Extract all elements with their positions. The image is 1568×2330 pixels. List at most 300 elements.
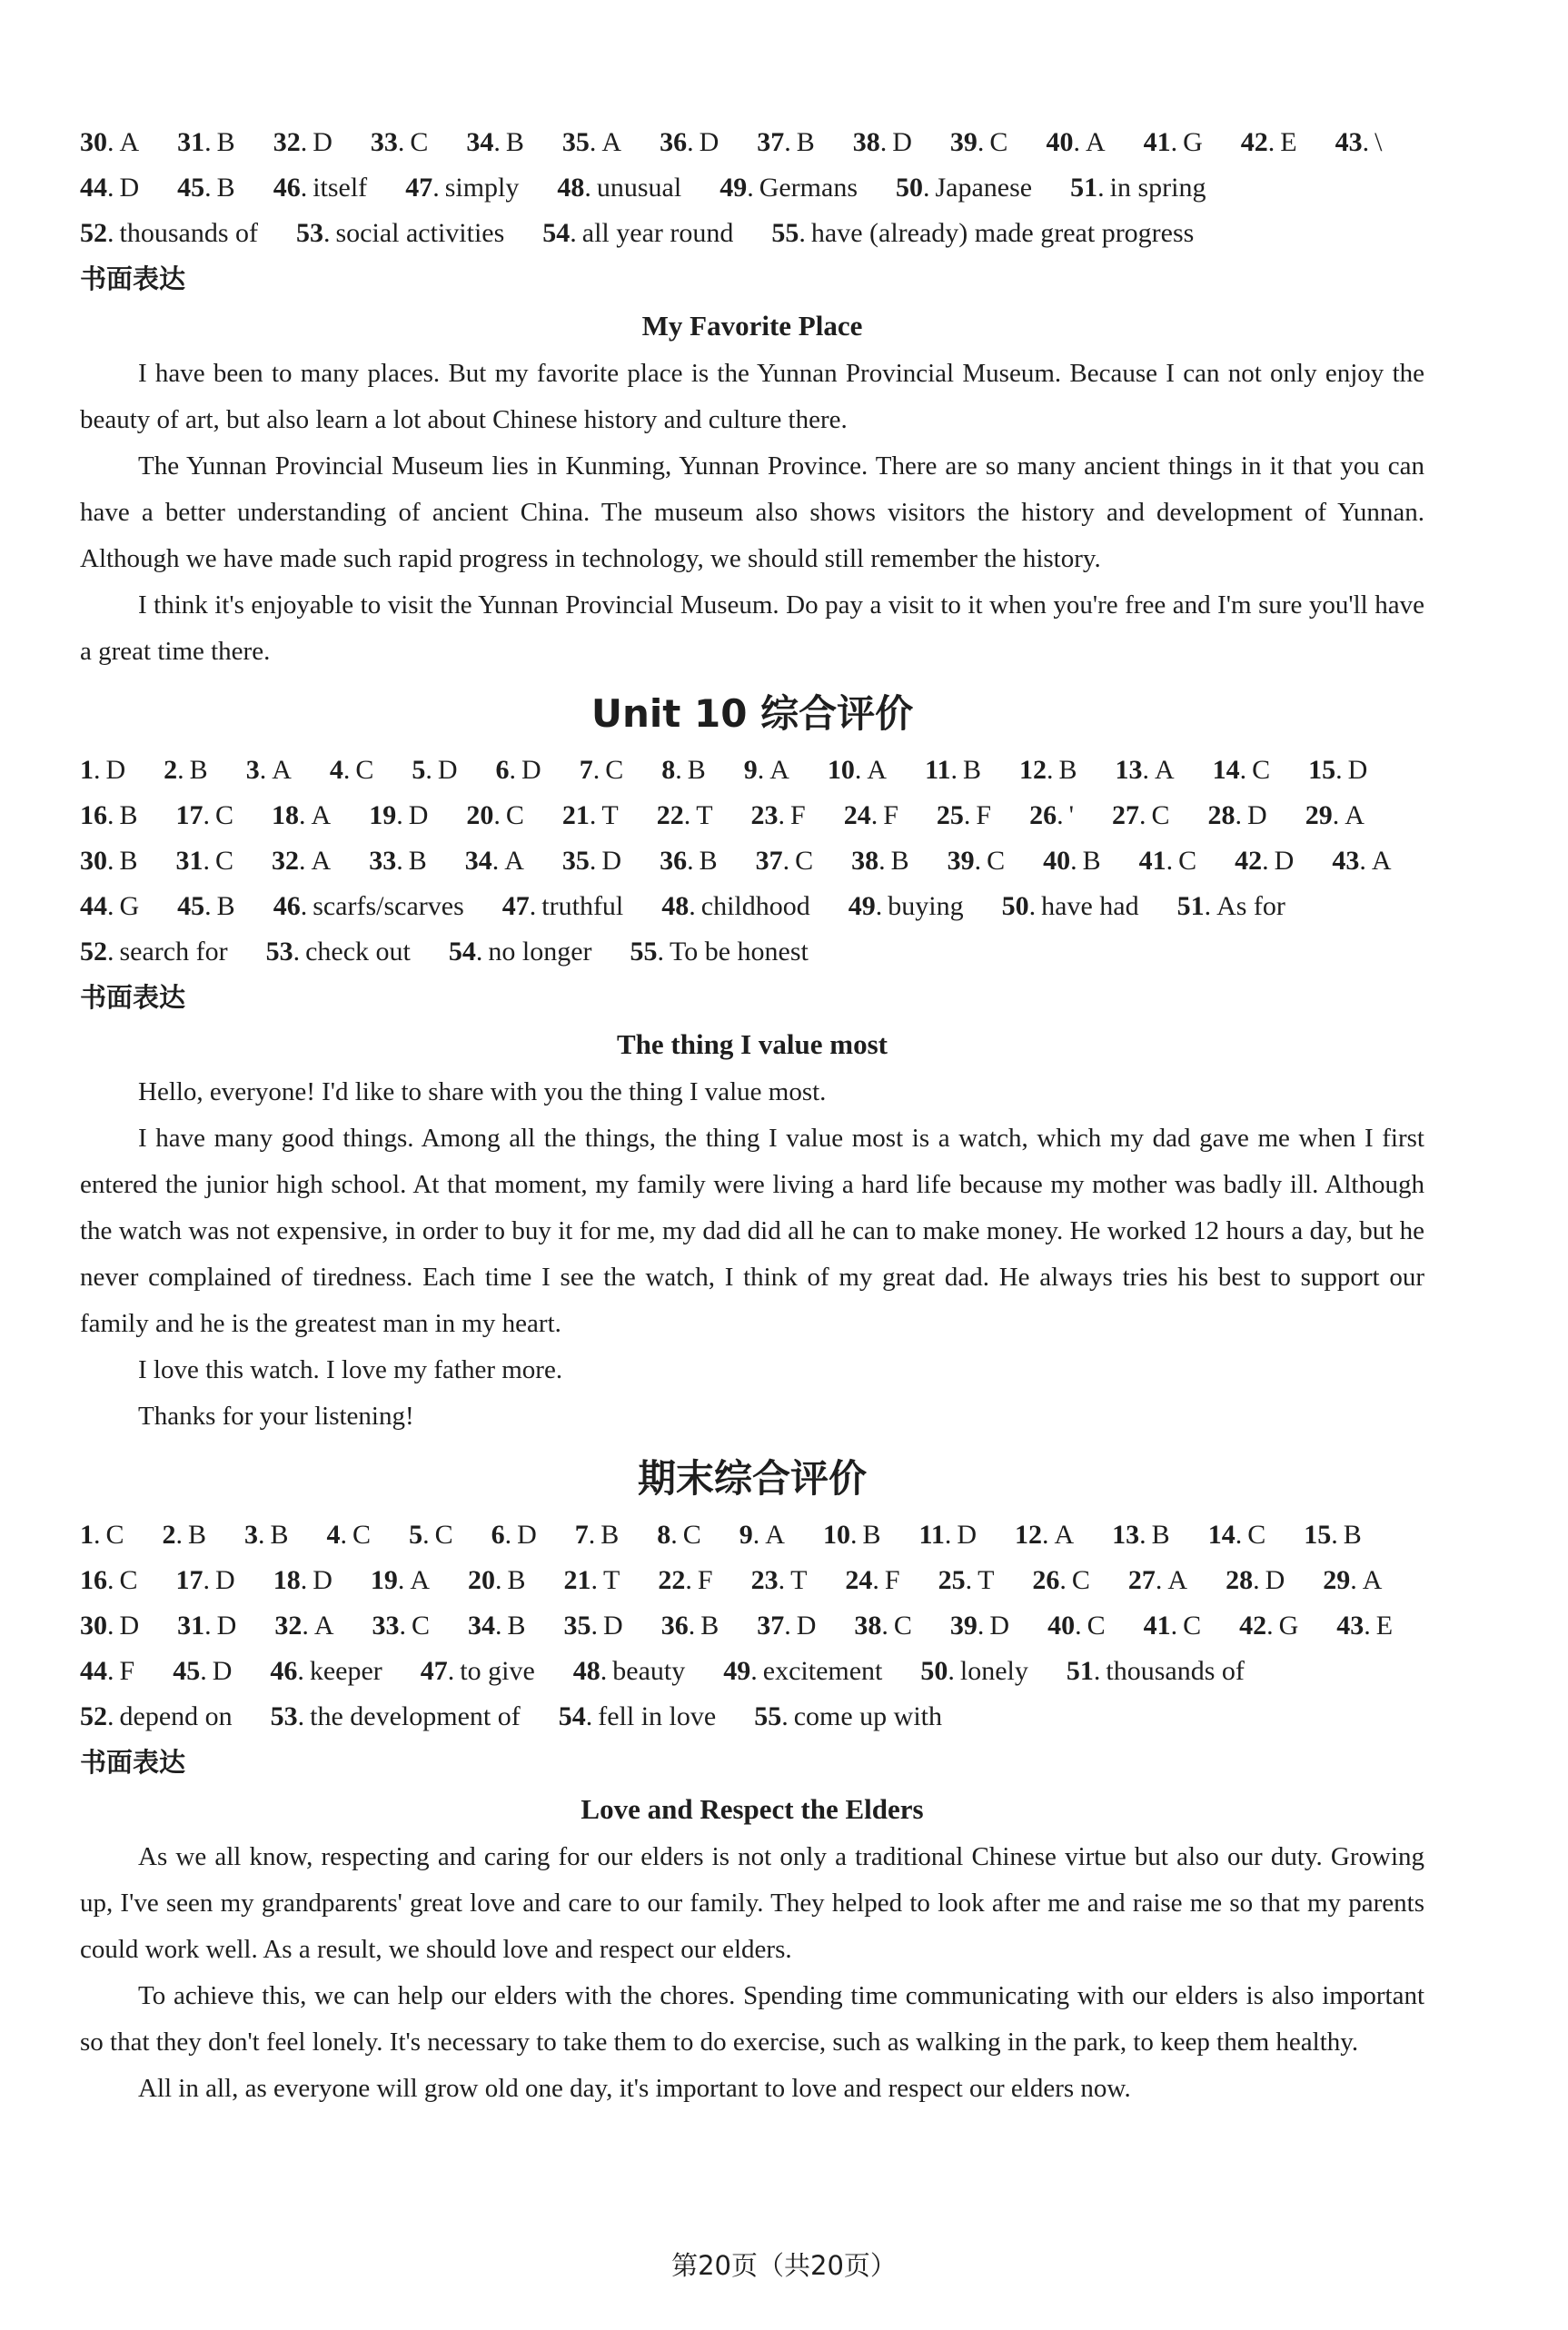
answer-item: 36. D bbox=[660, 127, 719, 157]
answer-item: 15. B bbox=[1304, 1520, 1362, 1550]
answer-value: B bbox=[216, 173, 235, 203]
unit9-answer-rows bbox=[80, 120, 1424, 256]
question-number: 27 bbox=[1112, 800, 1140, 830]
answer-item: 18. D bbox=[273, 1565, 332, 1595]
question-number: 16 bbox=[80, 1565, 107, 1595]
question-number: 3 bbox=[245, 755, 260, 785]
answer-value: B bbox=[216, 891, 235, 921]
question-number: 35 bbox=[561, 127, 590, 157]
answer-value: D bbox=[601, 846, 622, 876]
answer-value: D bbox=[603, 1611, 623, 1641]
answer-item: 33. B bbox=[369, 846, 427, 876]
answer-value: A bbox=[867, 755, 888, 785]
answer-item: 53. the development of bbox=[270, 1701, 521, 1731]
question-number: 54 bbox=[542, 218, 571, 248]
answer-value: B bbox=[700, 1611, 719, 1641]
answer-value: C bbox=[215, 846, 234, 876]
answer-item: 29. A bbox=[1323, 1565, 1383, 1595]
question-number: 33 bbox=[372, 1611, 400, 1641]
answer-value: A bbox=[311, 800, 332, 830]
answer-value: D bbox=[408, 800, 429, 830]
essay-paragraph: I have been to many places. But my favorite place is the Yunnan Provincial Museum. Because I can not only enjoy the beauty of art, but also learn a lot about Chinese history and culture there. bbox=[80, 359, 1424, 434]
question-number: 45 bbox=[173, 1656, 201, 1686]
answer-row bbox=[80, 748, 1424, 793]
answer-value: C bbox=[795, 846, 814, 876]
answer-item: 41. C bbox=[1138, 846, 1197, 876]
question-number: 34 bbox=[464, 846, 492, 876]
question-number: 31 bbox=[177, 1611, 205, 1641]
question-number: 49 bbox=[723, 1656, 751, 1686]
answer-value: D bbox=[892, 127, 912, 157]
answer-value: B bbox=[687, 755, 706, 785]
answer-item: 33. C bbox=[372, 1611, 431, 1641]
question-number: 23 bbox=[750, 1565, 779, 1595]
answer-value: T bbox=[603, 1565, 620, 1595]
answer-item: 23. F bbox=[750, 800, 806, 830]
answer-row bbox=[80, 884, 1424, 929]
question-number: 11 bbox=[925, 755, 951, 785]
question-number: 9 bbox=[743, 755, 758, 785]
answer-item: 53. social activities bbox=[296, 218, 505, 248]
answer-value: all year round bbox=[581, 218, 734, 248]
answer-value: D bbox=[212, 1656, 233, 1686]
answer-item: 51. in spring bbox=[1070, 173, 1206, 203]
question-number: 20 bbox=[468, 1565, 496, 1595]
question-number: 44 bbox=[80, 173, 107, 203]
question-number: 33 bbox=[369, 846, 397, 876]
answer-item: 39. C bbox=[947, 846, 1006, 876]
answer-value: A bbox=[272, 755, 292, 785]
final-heading: 期末综合评价 bbox=[637, 1456, 867, 1501]
question-number: 26 bbox=[1029, 800, 1057, 830]
question-number: 36 bbox=[660, 127, 688, 157]
question-number: 1 bbox=[80, 755, 94, 785]
essay-paragraph: As we all know, respecting and caring for our elders is not only a traditional Chinese virtue but also our duty. Growing up, I've seen my grandparents' great love and care to our family. They helped to look after me and raise me so that my parents could work well. As a result, we should love and respect our elders. bbox=[80, 1842, 1424, 1964]
answer-item: 36. B bbox=[660, 846, 718, 876]
answer-item: 55. To be honest bbox=[630, 937, 809, 967]
answer-item: 52. search for bbox=[80, 937, 228, 967]
answer-value: C bbox=[1087, 1611, 1106, 1641]
answer-item: 24. F bbox=[843, 800, 898, 830]
question-number: 30 bbox=[80, 1611, 107, 1641]
answer-item: 31. C bbox=[175, 846, 234, 876]
answer-item: 32. A bbox=[272, 846, 332, 876]
page-footer: 第20页（共20页） bbox=[671, 2250, 897, 2281]
answer-value: C bbox=[1183, 1611, 1202, 1641]
answer-value: D bbox=[1347, 755, 1368, 785]
answer-item: 42. G bbox=[1239, 1611, 1299, 1641]
answer-item: 44. D bbox=[80, 173, 140, 203]
answer-value: unusual bbox=[596, 173, 682, 203]
answer-item: 50. have had bbox=[1001, 891, 1139, 921]
answer-item: 46. keeper bbox=[270, 1656, 382, 1686]
question-number: 9 bbox=[739, 1520, 753, 1550]
answer-item: 40. A bbox=[1046, 127, 1106, 157]
question-number: 26 bbox=[1032, 1565, 1060, 1595]
answer-item: 22. T bbox=[656, 800, 713, 830]
question-number: 54 bbox=[448, 937, 476, 967]
answer-item: 14. C bbox=[1212, 755, 1271, 785]
question-number: 18 bbox=[272, 800, 300, 830]
answer-value: social activities bbox=[335, 218, 505, 248]
answer-item: 31. B bbox=[177, 127, 235, 157]
answer-item: 12. A bbox=[1015, 1520, 1075, 1550]
answer-item: 48. unusual bbox=[557, 173, 682, 203]
answer-item: 22. F bbox=[658, 1565, 713, 1595]
question-number: 12 bbox=[1015, 1520, 1042, 1550]
answer-item: 30. A bbox=[80, 127, 140, 157]
answer-value: E bbox=[1280, 127, 1297, 157]
answer-item: 20. C bbox=[466, 800, 524, 830]
question-number: 4 bbox=[329, 755, 343, 785]
answer-value: B bbox=[189, 755, 208, 785]
question-number: 36 bbox=[660, 846, 688, 876]
answer-value: F bbox=[976, 800, 992, 830]
answer-item: 10. A bbox=[827, 755, 888, 785]
answer-value: B bbox=[1343, 1520, 1362, 1550]
answer-item: 49. Germans bbox=[719, 173, 858, 203]
answer-value: D bbox=[1247, 800, 1267, 830]
question-number: 4 bbox=[326, 1520, 341, 1550]
answer-item: 37. B bbox=[757, 127, 815, 157]
answer-item: 5. D bbox=[412, 755, 458, 785]
question-number: 37 bbox=[757, 127, 785, 157]
question-number: 31 bbox=[177, 127, 205, 157]
writing-label: 书面表达 bbox=[80, 1747, 186, 1778]
answer-value: F bbox=[697, 1565, 713, 1595]
question-number: 41 bbox=[1138, 846, 1166, 876]
question-number: 6 bbox=[491, 1520, 505, 1550]
question-number: 34 bbox=[466, 127, 494, 157]
answer-value: C bbox=[1151, 800, 1170, 830]
answer-item: 11. B bbox=[925, 755, 981, 785]
answer-item: 23. T bbox=[750, 1565, 808, 1595]
question-number: 31 bbox=[175, 846, 203, 876]
answer-item: 28. D bbox=[1226, 1565, 1285, 1595]
answer-item: 32. A bbox=[274, 1611, 334, 1641]
answer-value: B bbox=[507, 1565, 526, 1595]
answer-value: G bbox=[119, 891, 140, 921]
question-number: 52 bbox=[80, 1701, 107, 1731]
answer-item: 30. D bbox=[80, 1611, 140, 1641]
answer-value: C bbox=[410, 127, 429, 157]
essay-title: The thing I value most bbox=[617, 1028, 888, 1060]
answer-item: 7. C bbox=[579, 755, 624, 785]
answer-value: A bbox=[311, 846, 332, 876]
essay-title: My Favorite Place bbox=[641, 310, 863, 342]
answer-value: B bbox=[600, 1520, 620, 1550]
answer-value: A bbox=[601, 127, 622, 157]
answer-value: C bbox=[893, 1611, 912, 1641]
question-number: 46 bbox=[270, 1656, 298, 1686]
essay-paragraph: All in all, as everyone will grow old one day, it's important to love and respect our elders now. bbox=[138, 2074, 1131, 2103]
answer-item: 49. buying bbox=[848, 891, 964, 921]
answer-item: 19. A bbox=[370, 1565, 431, 1595]
answer-item: 50. lonely bbox=[920, 1656, 1028, 1686]
answer-item: 8. C bbox=[657, 1520, 701, 1550]
answer-value: truthful bbox=[541, 891, 624, 921]
answer-value: B bbox=[119, 846, 138, 876]
answer-item: 44. F bbox=[80, 1656, 135, 1686]
unit10-heading: Unit 10 综合评价 bbox=[590, 691, 914, 736]
answer-value: C bbox=[434, 1520, 453, 1550]
answer-value: lonely bbox=[959, 1656, 1028, 1686]
answer-value: A bbox=[1154, 755, 1175, 785]
answer-page bbox=[80, 120, 1424, 2112]
answer-value: B bbox=[1058, 755, 1077, 785]
question-number: 50 bbox=[896, 173, 923, 203]
question-number: 52 bbox=[80, 937, 107, 967]
answer-item: 37. C bbox=[755, 846, 814, 876]
answer-item: 54. all year round bbox=[542, 218, 734, 248]
essay-paragraph: Hello, everyone! I'd like to share with you the thing I value most. bbox=[138, 1077, 827, 1106]
answer-value: search for bbox=[119, 937, 228, 967]
question-number: 10 bbox=[827, 755, 855, 785]
answer-item: 2. B bbox=[162, 1520, 207, 1550]
question-number: 17 bbox=[175, 1565, 203, 1595]
answer-item: 20. B bbox=[468, 1565, 526, 1595]
answer-row bbox=[80, 1558, 1424, 1603]
answer-value: F bbox=[883, 800, 898, 830]
question-number: 40 bbox=[1046, 127, 1074, 157]
answer-item: 55. have (already) made great progress bbox=[771, 218, 1195, 248]
answer-value: D bbox=[521, 755, 541, 785]
answer-item: 38. C bbox=[854, 1611, 912, 1641]
answer-value: check out bbox=[305, 937, 411, 967]
essay-paragraph: Thanks for your listening! bbox=[138, 1402, 414, 1431]
question-number: 40 bbox=[1047, 1611, 1076, 1641]
essay-paragraph: The Yunnan Provincial Museum lies in Kunming, Yunnan Province. There are so many ancient things in it that you can have a better understanding of ancient China. The museum also shows visitors the history and development of Yunnan. Although we have made such rapid progress in technology, we should still remember the history. bbox=[80, 451, 1424, 573]
answer-item: 27. A bbox=[1127, 1565, 1188, 1595]
answer-value: D bbox=[313, 127, 332, 157]
question-number: 41 bbox=[1143, 1611, 1171, 1641]
answer-item: 45. D bbox=[173, 1656, 233, 1686]
answer-value: excitement bbox=[762, 1656, 883, 1686]
answer-value: ' bbox=[1068, 800, 1075, 830]
answer-value: T bbox=[790, 1565, 808, 1595]
answer-item: 15. D bbox=[1308, 755, 1368, 785]
question-number: 47 bbox=[501, 891, 530, 921]
question-number: 15 bbox=[1308, 755, 1336, 785]
answer-value: C bbox=[989, 127, 1008, 157]
answer-item: 29. A bbox=[1305, 800, 1365, 830]
essay-title: Love and Respect the Elders bbox=[581, 1793, 924, 1825]
question-number: 54 bbox=[558, 1701, 586, 1731]
question-number: 48 bbox=[557, 173, 585, 203]
answer-item: 17. D bbox=[175, 1565, 235, 1595]
question-number: 38 bbox=[852, 127, 880, 157]
answer-value: B bbox=[890, 846, 909, 876]
answer-item: 45. B bbox=[177, 891, 235, 921]
answer-value: D bbox=[313, 1565, 332, 1595]
answer-item: 4. C bbox=[326, 1520, 372, 1550]
question-number: 7 bbox=[574, 1520, 589, 1550]
answer-item: 34. B bbox=[468, 1611, 526, 1641]
answer-value: A bbox=[504, 846, 524, 876]
answer-value: B bbox=[216, 127, 235, 157]
answer-value: A bbox=[1362, 1565, 1383, 1595]
answer-value: \ bbox=[1374, 127, 1383, 157]
answer-item: 39. C bbox=[949, 127, 1008, 157]
final-answer-rows bbox=[80, 1512, 1424, 1740]
question-number: 10 bbox=[822, 1520, 850, 1550]
question-number: 7 bbox=[579, 755, 593, 785]
question-number: 49 bbox=[719, 173, 748, 203]
answer-value: A bbox=[1345, 800, 1365, 830]
answer-value: B bbox=[188, 1520, 207, 1550]
answer-item: 43. A bbox=[1332, 846, 1392, 876]
answer-value: A bbox=[765, 1520, 785, 1550]
question-number: 34 bbox=[468, 1611, 496, 1641]
answer-item: 54. fell in love bbox=[558, 1701, 717, 1731]
question-number: 41 bbox=[1143, 127, 1171, 157]
question-number: 45 bbox=[177, 891, 205, 921]
question-number: 1 bbox=[80, 1520, 94, 1550]
answer-item: 55. come up with bbox=[754, 1701, 943, 1731]
answer-value: D bbox=[1265, 1565, 1285, 1595]
answer-item: 21. T bbox=[561, 800, 619, 830]
answer-value: have had bbox=[1041, 891, 1139, 921]
answer-value: E bbox=[1375, 1611, 1394, 1641]
answer-item: 50. Japanese bbox=[896, 173, 1033, 203]
question-number: 20 bbox=[466, 800, 494, 830]
question-number: 49 bbox=[848, 891, 876, 921]
answer-item: 40. B bbox=[1043, 846, 1101, 876]
answer-row bbox=[80, 211, 1424, 256]
question-number: 5 bbox=[409, 1520, 423, 1550]
question-number: 43 bbox=[1335, 127, 1363, 157]
answer-item: 25. F bbox=[936, 800, 992, 830]
answer-value: B bbox=[507, 1611, 526, 1641]
question-number: 22 bbox=[658, 1565, 686, 1595]
answer-value: no longer bbox=[488, 937, 592, 967]
answer-value: B bbox=[1151, 1520, 1170, 1550]
answer-item: 43. E bbox=[1336, 1611, 1394, 1641]
question-number: 8 bbox=[657, 1520, 671, 1550]
answer-row bbox=[80, 1512, 1424, 1558]
answer-item: 45. B bbox=[177, 173, 235, 203]
answer-item: 12. B bbox=[1018, 755, 1077, 785]
answer-value: B bbox=[699, 846, 718, 876]
answer-item: 9. A bbox=[739, 1520, 785, 1550]
answer-item: 19. D bbox=[369, 800, 429, 830]
answer-row bbox=[80, 120, 1424, 165]
answer-value: C bbox=[605, 755, 624, 785]
answer-item: 47. truthful bbox=[501, 891, 624, 921]
answer-value: C bbox=[412, 1611, 431, 1641]
answer-row bbox=[80, 838, 1424, 884]
answer-value: itself bbox=[313, 173, 368, 203]
answer-value: have (already) made great progress bbox=[810, 218, 1195, 248]
answer-row bbox=[80, 1603, 1424, 1649]
essay-paragraph: I think it's enjoyable to visit the Yunnan Provincial Museum. Do pay a visit to it when you're free and I'm sure you'll have a great time there. bbox=[80, 590, 1424, 666]
answer-item: 16. C bbox=[80, 1565, 138, 1595]
answer-value: C bbox=[1252, 755, 1271, 785]
question-number: 36 bbox=[660, 1611, 689, 1641]
answer-item: 26. C bbox=[1032, 1565, 1090, 1595]
essay-paragraph: I love this watch. I love my father more. bbox=[138, 1355, 563, 1384]
answer-item: 4. C bbox=[329, 755, 374, 785]
answer-item: 14. C bbox=[1207, 1520, 1266, 1550]
answer-item: 46. scarfs/scarves bbox=[273, 891, 464, 921]
question-number: 43 bbox=[1332, 846, 1360, 876]
question-number: 19 bbox=[369, 800, 397, 830]
answer-item: 34. A bbox=[464, 846, 524, 876]
answer-value: C bbox=[987, 846, 1006, 876]
question-number: 43 bbox=[1336, 1611, 1365, 1641]
answer-item: 33. C bbox=[370, 127, 429, 157]
question-number: 25 bbox=[938, 1565, 966, 1595]
answer-value: A bbox=[410, 1565, 431, 1595]
answer-item: 27. C bbox=[1112, 800, 1170, 830]
question-number: 23 bbox=[750, 800, 779, 830]
question-number: 55 bbox=[771, 218, 799, 248]
question-number: 25 bbox=[936, 800, 964, 830]
answer-item: 54. no longer bbox=[448, 937, 592, 967]
answer-item: 48. beauty bbox=[572, 1656, 686, 1686]
question-number: 15 bbox=[1304, 1520, 1332, 1550]
answer-value: T bbox=[978, 1565, 995, 1595]
answer-item: 1. C bbox=[80, 1520, 124, 1550]
essay-paragraph: To achieve this, we can help our elders with the chores. Spending time communicating with our elders is also important so that they don't feel lonely. It's necessary to take them to do exercise, such as walking in the park, to keep them healthy. bbox=[80, 1981, 1424, 2057]
question-number: 24 bbox=[845, 1565, 873, 1595]
answer-value: C bbox=[215, 800, 234, 830]
answer-item: 43. \ bbox=[1335, 127, 1383, 157]
question-number: 21 bbox=[563, 1565, 591, 1595]
answer-value: B bbox=[962, 755, 981, 785]
answer-value: D bbox=[216, 1611, 237, 1641]
answer-value: C bbox=[1247, 1520, 1266, 1550]
answer-value: simply bbox=[444, 173, 520, 203]
question-number: 37 bbox=[755, 846, 783, 876]
answer-item: 53. check out bbox=[265, 937, 411, 967]
answer-item: 2. B bbox=[164, 755, 208, 785]
question-number: 45 bbox=[177, 173, 205, 203]
answer-item: 49. excitement bbox=[723, 1656, 883, 1686]
answer-item: 41. G bbox=[1143, 127, 1203, 157]
answer-item: 38. D bbox=[852, 127, 912, 157]
question-number: 24 bbox=[843, 800, 871, 830]
answer-value: in spring bbox=[1109, 173, 1206, 203]
question-number: 14 bbox=[1212, 755, 1240, 785]
answer-value: F bbox=[119, 1656, 135, 1686]
answer-row bbox=[80, 165, 1424, 211]
question-number: 53 bbox=[296, 218, 323, 248]
question-number: 29 bbox=[1323, 1565, 1351, 1595]
question-number: 50 bbox=[1001, 891, 1029, 921]
answer-value: D bbox=[1274, 846, 1295, 876]
answer-value: D bbox=[119, 1611, 140, 1641]
answer-value: B bbox=[1082, 846, 1101, 876]
answer-item: 13. A bbox=[1115, 755, 1175, 785]
answer-item: 46. itself bbox=[273, 173, 368, 203]
question-number: 22 bbox=[656, 800, 684, 830]
answer-item: 48. childhood bbox=[661, 891, 810, 921]
answer-value: G bbox=[1278, 1611, 1299, 1641]
answer-row bbox=[80, 1649, 1424, 1694]
answer-item: 3. A bbox=[245, 755, 292, 785]
question-number: 42 bbox=[1235, 846, 1263, 876]
answer-item: 35. D bbox=[563, 1611, 623, 1641]
question-number: 46 bbox=[273, 173, 301, 203]
question-number: 5 bbox=[412, 755, 426, 785]
essay-body bbox=[80, 351, 1424, 675]
question-number: 51 bbox=[1176, 891, 1205, 921]
question-number: 53 bbox=[265, 937, 293, 967]
answer-value: B bbox=[270, 1520, 289, 1550]
question-number: 18 bbox=[273, 1565, 301, 1595]
answer-value: D bbox=[119, 173, 140, 203]
